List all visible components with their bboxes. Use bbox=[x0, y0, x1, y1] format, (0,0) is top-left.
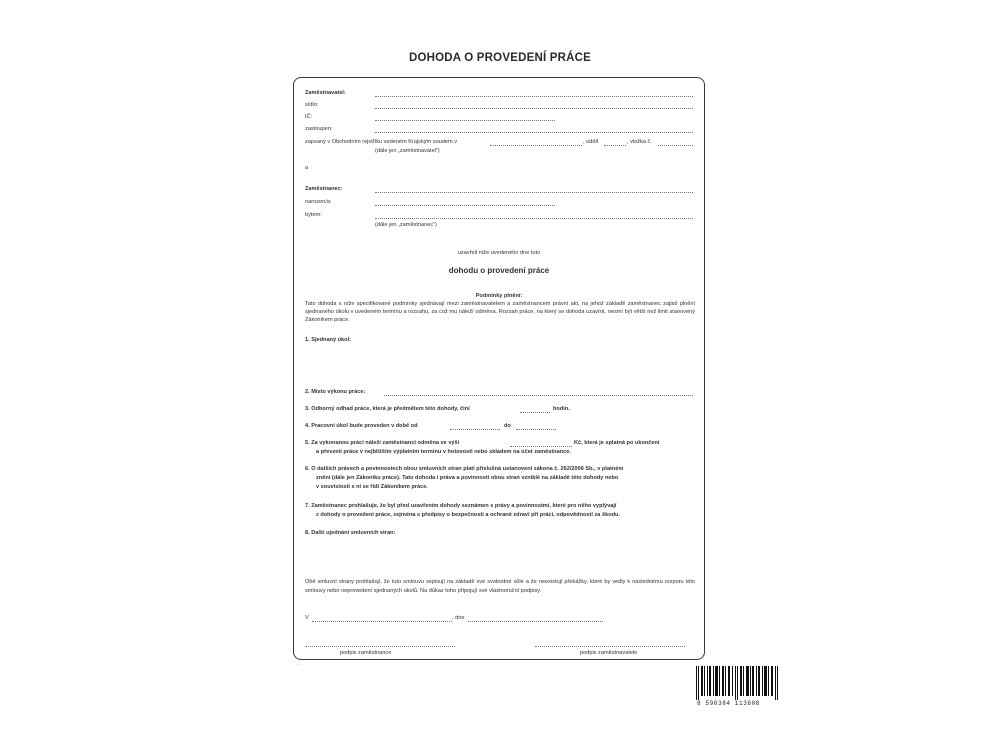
item-3-hours: hodin. bbox=[553, 406, 570, 412]
employee-name-field[interactable] bbox=[375, 192, 693, 193]
item-4-to: do bbox=[504, 423, 511, 429]
employee-address-label: bytem: bbox=[305, 212, 322, 218]
signing-date-field[interactable] bbox=[468, 621, 603, 622]
document-title: DOHODA O PROVEDENÍ PRÁCE bbox=[408, 52, 591, 64]
item-7-line2: z dohody o provedení práce, zejména s předpisy o bezpečnosti a ochraně zdraví při práci, odpovědností za škodu. bbox=[316, 512, 620, 518]
employer-signature-line[interactable] bbox=[535, 646, 685, 647]
item-4-period: 4. Pracovní úkol bude proveden v době od bbox=[305, 423, 418, 429]
register-insert-label: , vložka č. bbox=[627, 139, 652, 145]
item-5-line2: a převzetí práce v nejbližším výplatním termínu v hotovosti nebo skladem na účet zaměstnance. bbox=[316, 449, 571, 455]
concluded-text: uzavřeli níže uvedeného dne tuto bbox=[457, 250, 541, 256]
item-3-estimate: 3. Odborný odhad práce, která je předmětem této dohody, činí bbox=[305, 406, 470, 412]
item-6-line2: znění (dále jen Zákoníku práce). Tato dohoda i práva a povinnosti obou stran vzniklé na základě této dohody nebo bbox=[316, 475, 619, 481]
form-frame bbox=[293, 77, 705, 660]
item-8-other: 8. Další ujednání smluvních stran: bbox=[305, 530, 396, 536]
employee-signature-label: podpis zaměstnance bbox=[340, 650, 392, 656]
item-5-payable: Kč, která je splatná po ukončení bbox=[574, 440, 660, 446]
employer-alias: (dále jen „zaměstnavatel“) bbox=[375, 148, 440, 154]
employer-register-label: zapsaný v Obchodním rejstříku vedeném Krajským soudem v bbox=[305, 139, 458, 145]
reward-amount-field[interactable] bbox=[510, 446, 572, 447]
employer-signature-label: podpis zaměstnavatele bbox=[580, 650, 638, 656]
item-5-reward: 5. Za vykonanou práci náleží zaměstnanci odměna ve výši bbox=[305, 440, 460, 446]
employee-signature-line[interactable] bbox=[305, 646, 455, 647]
place-label: V bbox=[305, 615, 309, 621]
barcode-digits: 8 590384 113608 bbox=[697, 700, 761, 707]
employer-ic-label: IČ: bbox=[305, 114, 313, 120]
barcode-icon bbox=[694, 666, 784, 700]
register-insert-field[interactable] bbox=[658, 145, 693, 146]
employer-ic-field[interactable] bbox=[375, 120, 555, 121]
employee-birth-field[interactable] bbox=[375, 205, 555, 206]
date-label: , dne bbox=[452, 615, 465, 621]
place-of-work-field[interactable] bbox=[384, 395, 693, 396]
item-2-place: 2. Místo výkonu práce: bbox=[305, 389, 366, 395]
publisher-footer: · · · bbox=[296, 663, 302, 667]
conditions-text: Tato dohoda s níže specifikované podmínky sjednávají mezi zaměstnavatelem a zaměstnancem právní akt, na jehož základě zaměstnanec zajistí plnění sjednaného úkolu v uvedeném termínu a rozsahu, za což mu náleží odměna. Rozsah práce, na který se dohoda uzavírá, nesmí být větší než limit stanovený Zákoníkem práce. bbox=[305, 301, 695, 323]
employee-birth-label: narozen/a: bbox=[305, 199, 332, 205]
signing-place-field[interactable] bbox=[312, 621, 452, 622]
agreement-subtitle: dohodu o provedení práce bbox=[448, 266, 550, 275]
register-section-field[interactable] bbox=[604, 145, 626, 146]
register-section-label: , oddíl bbox=[583, 139, 599, 145]
employee-heading: Zaměstnanec: bbox=[305, 186, 343, 192]
employer-name-field[interactable] bbox=[375, 96, 693, 97]
employer-seat-field[interactable] bbox=[375, 108, 693, 109]
hours-field[interactable] bbox=[520, 412, 550, 413]
item-6-line1: 6. O dalších právech a povinnostech obou smluvních stran platí příslušná ustanovení zákona č. 262/2006 Sb., v platném bbox=[305, 466, 624, 472]
item-7-line1: 7. Zaměstnanec prohlašuje, že byl před uzavřením dohody seznámen s právy a povinnostmi, které pro něho vyplývají bbox=[305, 503, 617, 509]
employer-seat-label: sídlo: bbox=[305, 102, 319, 108]
employee-alias: (dále jen „zaměstnanec“) bbox=[375, 222, 437, 228]
period-from-field[interactable] bbox=[450, 429, 500, 430]
conjunction-a: a bbox=[305, 165, 309, 171]
employer-heading: Zaměstnavatel: bbox=[305, 90, 346, 96]
conditions-heading: Podmínky plnění: bbox=[475, 293, 523, 299]
item-6-line3: v souvislosti s ní se řídí Zákoníkem práce. bbox=[316, 484, 428, 490]
employee-address-field[interactable] bbox=[375, 218, 693, 219]
employer-representative-label: zastoupen: bbox=[305, 126, 333, 132]
register-court-field[interactable] bbox=[490, 145, 582, 146]
closing-statement: Obě smluvní strany prohlašují, že tuto smlouvu sepisují na základě své svobodné vůle a že neexistují překážky, které by vedly k následnému rozporu této smlouvy nebo neprovedení sjednaných úkolů. Na důkaz toho připojují své vlastnoruční podpisy. bbox=[305, 579, 695, 594]
period-to-field[interactable] bbox=[516, 429, 556, 430]
employer-representative-field[interactable] bbox=[375, 132, 693, 133]
item-1-task: 1. Sjednaný úkol: bbox=[305, 337, 352, 343]
